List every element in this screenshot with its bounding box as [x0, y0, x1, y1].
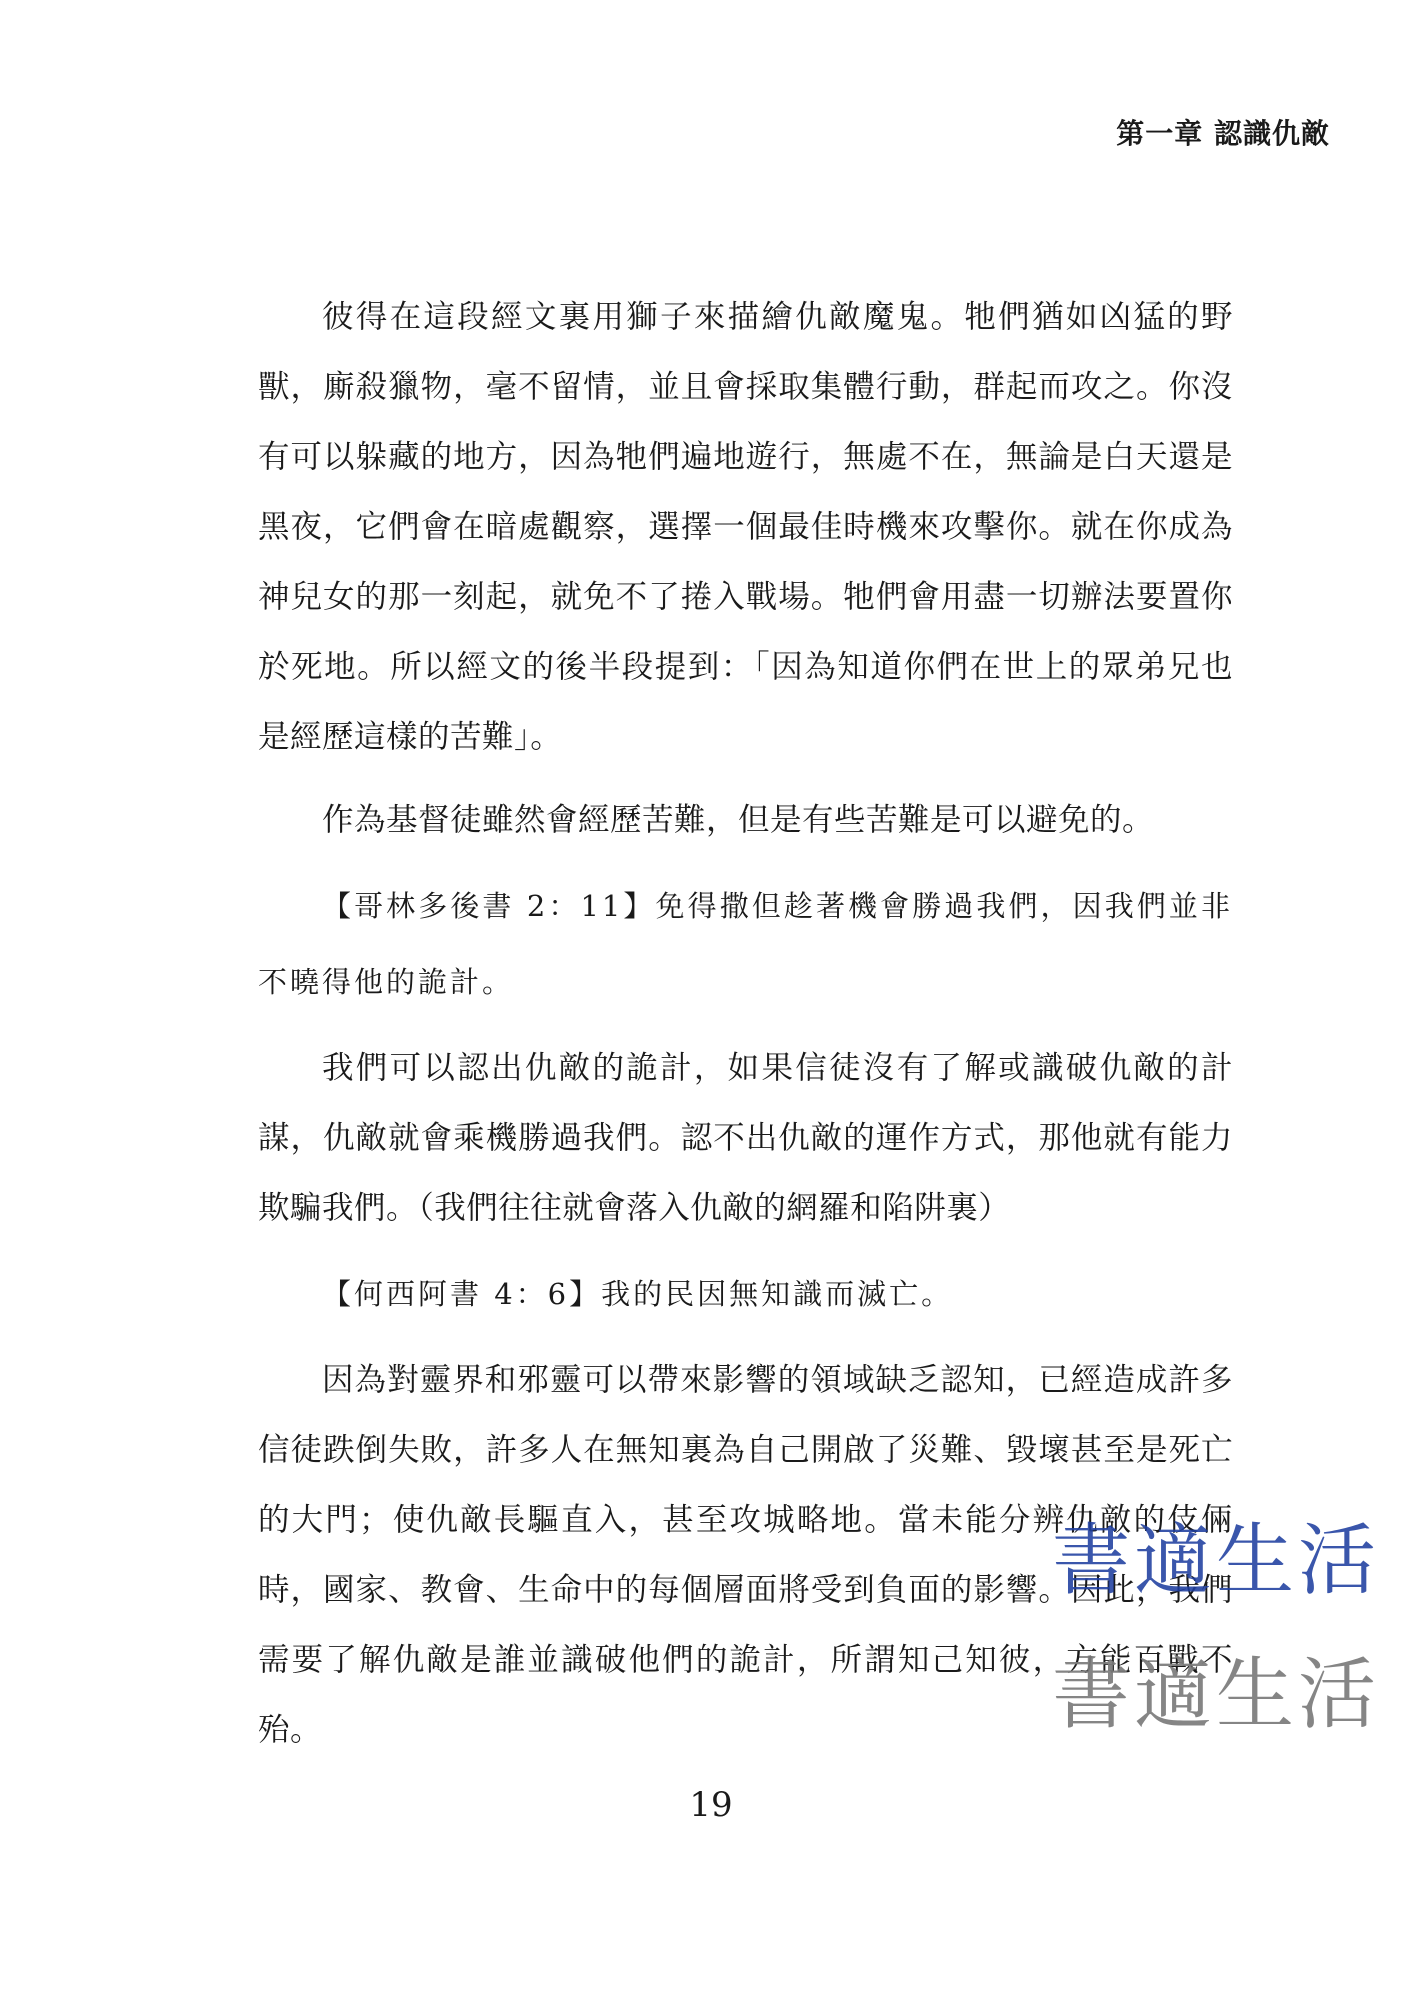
chapter-header: 第一章 認識仇敵 [1116, 117, 1330, 150]
watermark-gray: 書適生活 [1052, 1650, 1381, 1740]
verse-2-corinthians: 【哥林多後書 2：11】免得撒但趁著機會勝過我們，因我們並非不曉得他的詭計。 [258, 889, 1233, 999]
paragraph-lion-description: 彼得在這段經文裏用獅子來描繪仇敵魔鬼。牠們猶如凶猛的野獸，廝殺獵物，毫不留情，並且會採取集體行動，群起而攻之。你沒有可以躲藏的地方，因為牠們遍地遊行，無處不在，無論是白天還是黑夜，它們會在暗處觀察，選擇一個最佳時機來攻擊你。就在你成為神兒女的那一刻起，就免不了捲入戰場。牠們會用盡一切辦法要置你於死地。所以經文的後半段提到：「因為知道你們在世上的眾弟兄也是經歷這樣的苦難」。 [258, 299, 1233, 755]
paragraph-enemy-schemes: 我們可以認出仇敵的詭計，如果信徒沒有了解或識破仇敵的計謀，仇敵就會乘機勝過我們。認不出仇敵的運作方式，那他就有能力欺騙我們。（我們往往就會落入仇敵的網羅和陷阱裏） [258, 1050, 1233, 1226]
page-number: 19 [689, 1785, 733, 1825]
watermark-blue: 書適生活 [1052, 1516, 1381, 1606]
paragraph-lack-of-knowledge: 因為對靈界和邪靈可以帶來影響的領域缺乏認知，已經造成許多信徒跌倒失敗，許多人在無知裏為自己開啟了災難、毀壞甚至是死亡的大門；使仇敵長驅直入，甚至攻城略地。當未能分辨仇敵的伎倆時，國家、教會、生命中的每個層面將受到負面的影響。因此，我們需要了解仇敵是誰並識破他們的詭計，所謂知己知彼，方能百戰不殆。 [258, 1362, 1233, 1748]
verse-hosea: 【何西阿書 4：6】我的民因無知識而滅亡。 [322, 1277, 954, 1311]
paragraph-suffering-avoidable: 作為基督徒雖然會經歷苦難，但是有些苦難是可以避免的。 [322, 802, 1155, 838]
